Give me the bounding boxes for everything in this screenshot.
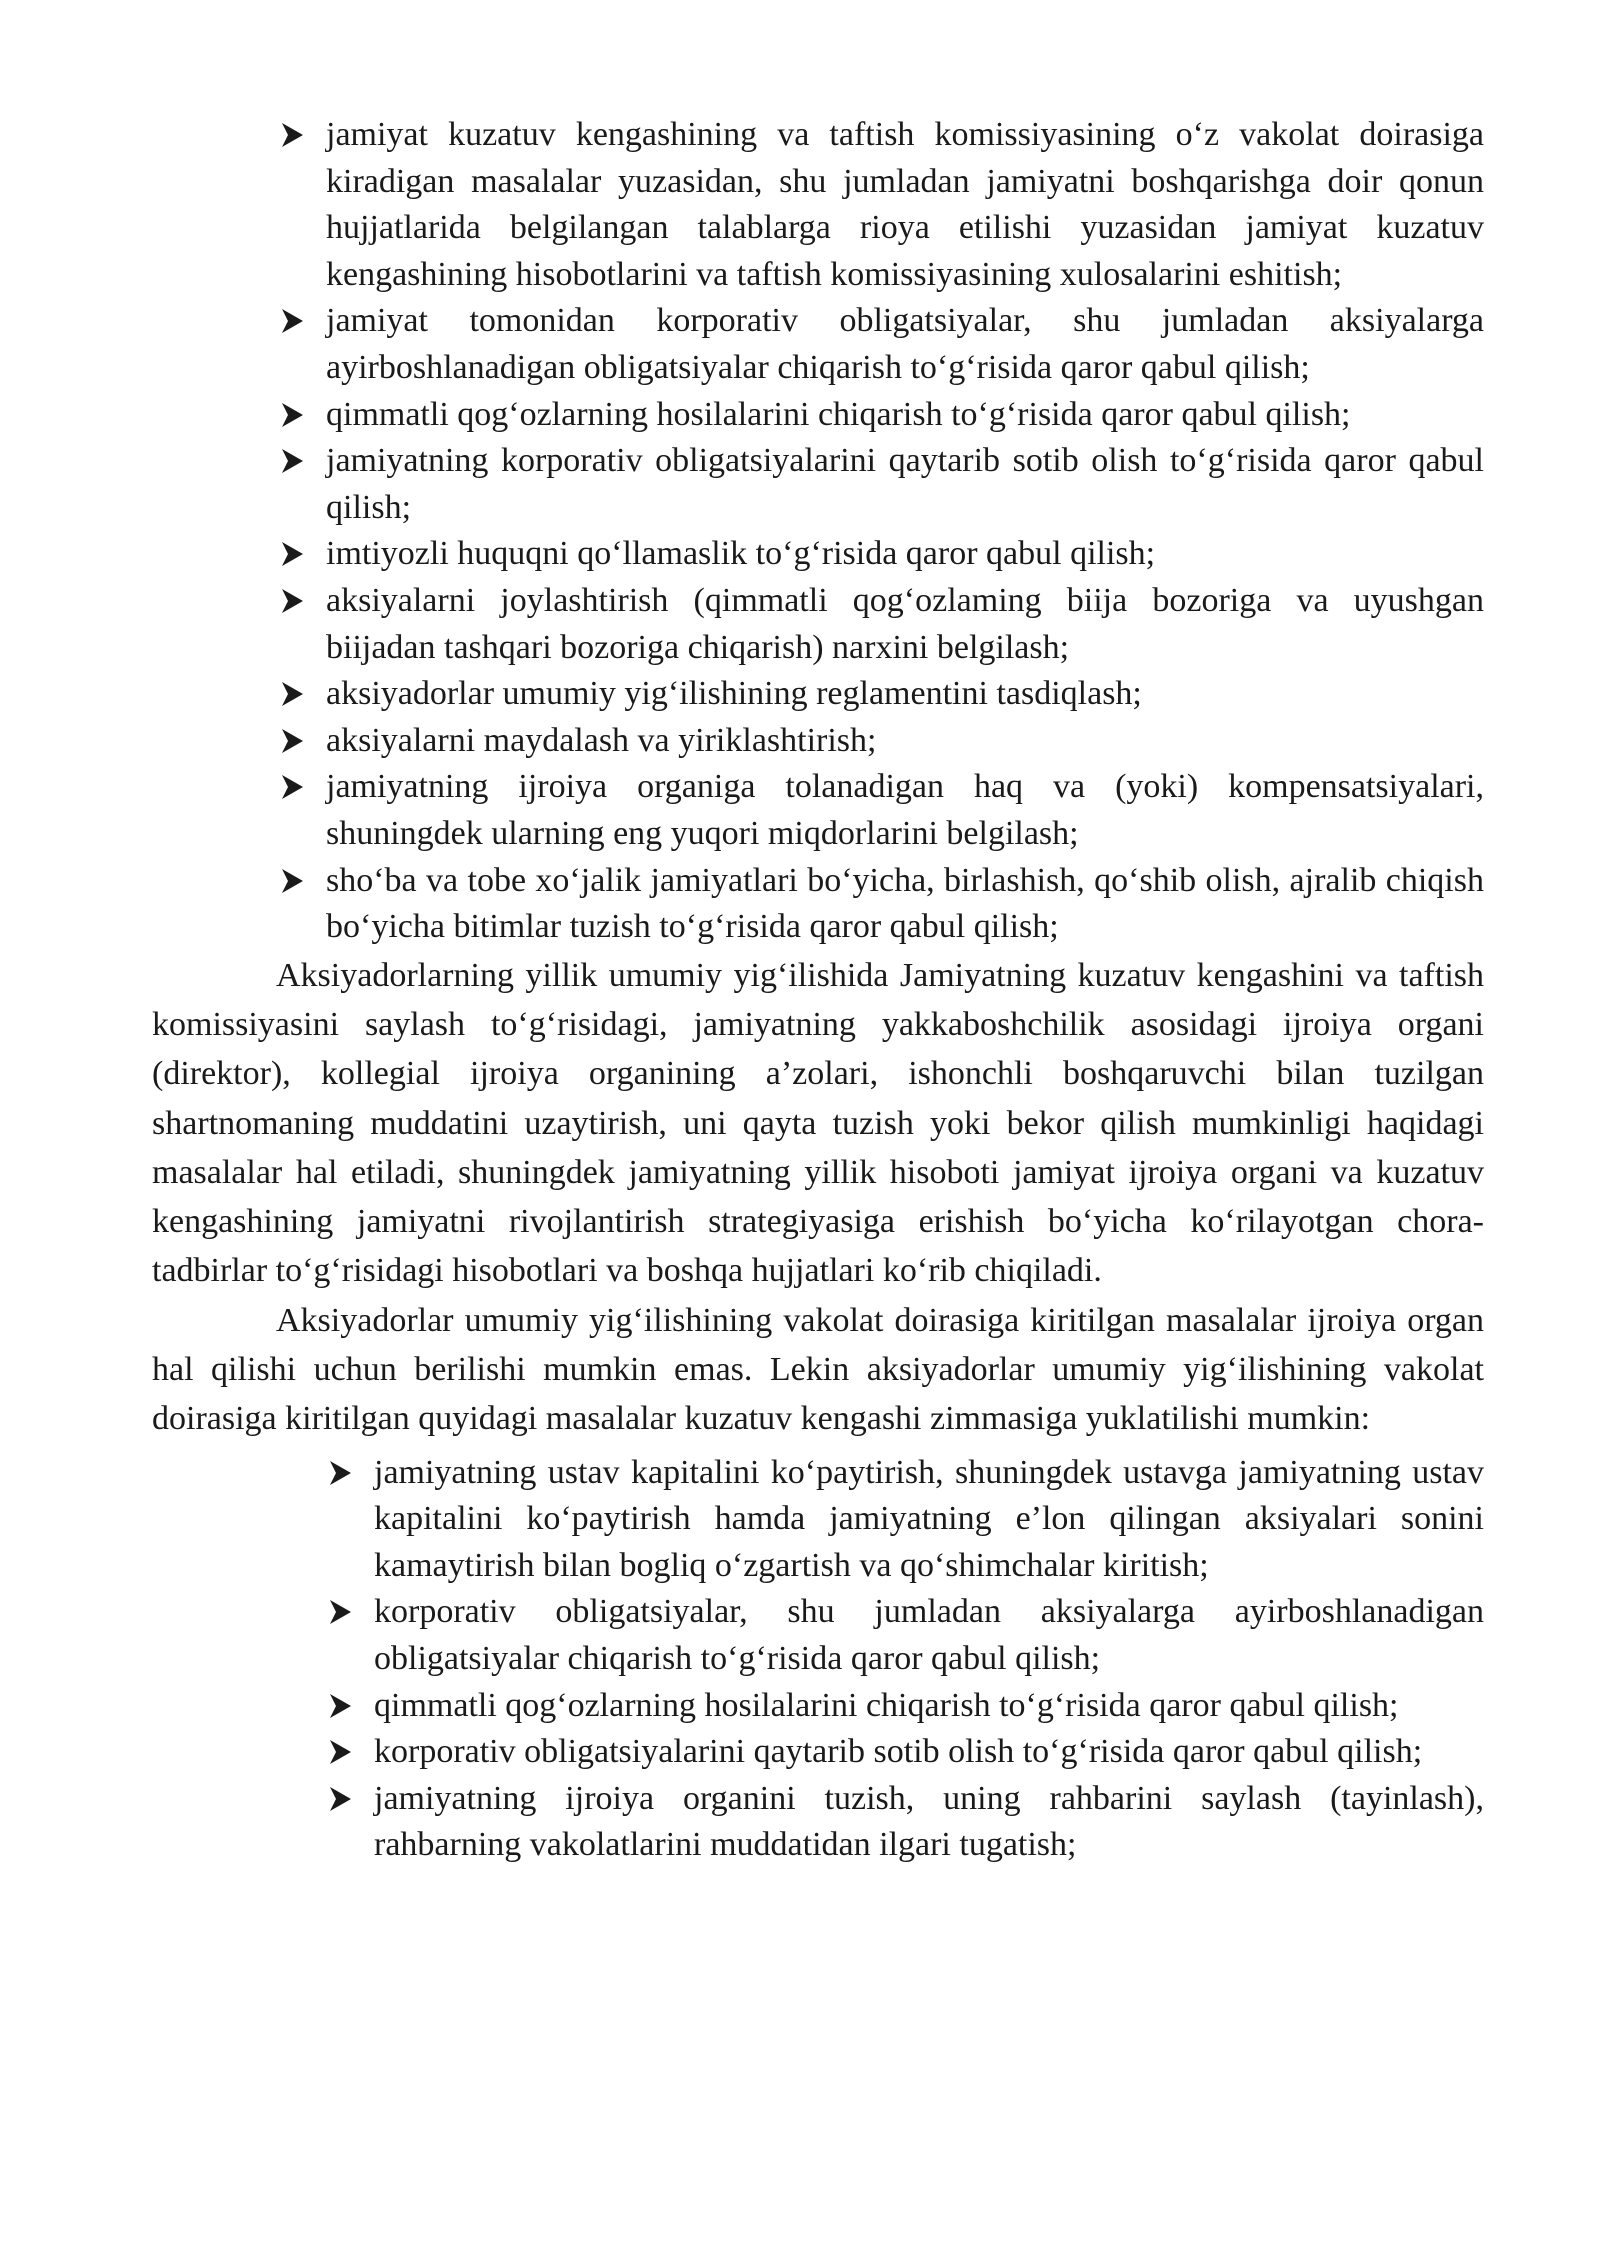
list-item-text: korporativ obligatsiyalar, shu jumladan aksiyalarga ayirboshlanadigan obligatsiyalar chiqarish toʻgʻrisida qaror qabul qilish; bbox=[374, 1593, 1484, 1678]
paragraph-delegation: Aksiyadorlar umumiy yigʻilishining vakolat doirasiga kiritilgan masalalar ijroiya organ hal qilishi uchun berilishi mumkin emas. Lekin aksiyadorlar umumiy yigʻilishining vakolat doirasiga kiritilgan quyidagi masalalar kuzatuv kengashi zimmasiga yuklatilishi mumkin: bbox=[152, 1301, 1484, 1438]
list-item bbox=[326, 1450, 1484, 1590]
list-item bbox=[278, 392, 1484, 439]
list-item-text: jamiyatning ijroiya organini tuzish, uning rahbarini saylash (tayinlash), rahbarning vakolatlarini muddatidan ilgari tugatish; bbox=[374, 1779, 1484, 1864]
arrowhead-bullet-icon bbox=[278, 112, 312, 158]
list-item bbox=[278, 764, 1484, 857]
list-item bbox=[326, 1589, 1484, 1682]
bullet-list-supervisory-board-powers bbox=[326, 1450, 1484, 1869]
list-item bbox=[278, 578, 1484, 671]
list-item-text: qimmatli qogʻozlarning hosilalarini chiqarish toʻgʻrisida qaror qabul qilish; bbox=[374, 1686, 1399, 1724]
list-item bbox=[278, 112, 1484, 298]
arrowhead-bullet-icon bbox=[326, 1450, 360, 1496]
arrowhead-bullet-icon bbox=[278, 531, 312, 577]
list-item-text: jamiyat tomonidan korporativ obligatsiyalar, shu jumladan aksiyalarga ayirboshlanadigan obligatsiyalar chiqarish toʻgʻrisida qaror qabul qilish; bbox=[326, 302, 1484, 386]
list-item-text: jamiyat kuzatuv kengashining va taftish komissiyasining oʻz vakolat doirasiga kiradigan masalalar yuzasidan, shu jumladan jamiyatni boshqarishga doir qonun hujjatlarida belgilangan talablarga rioya etilishi yuzasidan jamiyat kuzatuv kengashining hisobotlarini va taftish komissiyasining xulosalarini eshitish; bbox=[326, 116, 1484, 293]
arrowhead-bullet-icon bbox=[326, 1589, 360, 1635]
list-item bbox=[278, 438, 1484, 531]
list-item bbox=[278, 298, 1484, 391]
arrowhead-bullet-icon bbox=[326, 1776, 360, 1822]
list-item bbox=[326, 1683, 1484, 1730]
list-item bbox=[326, 1776, 1484, 1869]
list-item-text: jamiyatning ustav kapitalini koʻpaytirish, shuningdek ustavga jamiyatning ustav kapitalini koʻpaytirish hamda jamiyatning e’lon qilingan aksiyalari sonini kamaytirish bilan bogliq oʻzgartish va qoʻshimchalar kiritish; bbox=[374, 1453, 1484, 1584]
arrowhead-bullet-icon bbox=[278, 438, 312, 484]
list-item bbox=[278, 858, 1484, 951]
paragraph-annual-meeting: Aksiyadorlarning yillik umumiy yigʻilishida Jamiyatning kuzatuv kengashini va taftish komissiyasini saylash toʻgʻrisidagi, jamiyatning yakkaboshchilik asosidagi ijroiya organi (direktor), kollegial ijroiya organining a’zolari, ishonchli boshqaruvchi bilan tuzilgan shartnomaning muddatini uzaytirish, uni qayta tuzish yoki bekor qilish mumkinligi haqidagi masalalar hal etiladi, shuningdek jamiyatning yillik hisoboti jamiyat ijroiya organi va kuzatuv kengashining jamiyatni rivojlantirish strategiyasiga erishish boʻyicha koʻrilayotgan chora-tadbirlar toʻgʻrisidagi hisobotlari va boshqa hujjatlari koʻrib chiqiladi. bbox=[152, 956, 1484, 1290]
arrowhead-bullet-icon bbox=[278, 764, 312, 810]
arrowhead-bullet-icon bbox=[278, 858, 312, 904]
list-item bbox=[326, 1729, 1484, 1776]
arrowhead-bullet-icon bbox=[278, 718, 312, 764]
list-item-text: shoʻba va tobe xoʻjalik jamiyatlari boʻyicha, birlashish, qoʻshib olish, ajralib chiqish boʻyicha bitimlar tuzish toʻgʻrisida qaror qabul qilish; bbox=[326, 861, 1484, 946]
list-item-text: aksiyalarni maydalash va yiriklashtirish; bbox=[326, 721, 877, 759]
list-item-text: imtiyozli huquqni qoʻllamaslik toʻgʻrisida qaror qabul qilish; bbox=[326, 535, 1156, 573]
list-item-text: korporativ obligatsiyalarini qaytarib sotib olish toʻgʻrisida qaror qabul qilish; bbox=[374, 1733, 1423, 1771]
list-item-text: aksiyalarni joylashtirish (qimmatli qogʻozlaming biija bozoriga va uyushgan biijadan tashqari bozoriga chiqarish) narxini belgilash; bbox=[326, 581, 1484, 666]
list-item-text: jamiyatning ijroiya organiga tolanadigan haq va (yoki) kompensatsiyalari, shuningdek ularning eng yuqori miqdorlarini belgilash; bbox=[326, 768, 1484, 852]
arrowhead-bullet-icon bbox=[278, 671, 312, 717]
arrowhead-bullet-icon bbox=[326, 1729, 360, 1775]
arrowhead-bullet-icon bbox=[326, 1683, 360, 1729]
bullet-list-general-meeting-powers bbox=[278, 112, 1484, 951]
document-body bbox=[152, 112, 1484, 1869]
list-item-text: qimmatli qogʻozlarning hosilalarini chiqarish toʻgʻrisida qaror qabul qilish; bbox=[326, 395, 1351, 433]
arrowhead-bullet-icon bbox=[278, 578, 312, 624]
list-item bbox=[278, 718, 1484, 765]
list-item bbox=[278, 531, 1484, 578]
list-item-text: aksiyadorlar umumiy yigʻilishining reglamentini tasdiqlash; bbox=[326, 675, 1142, 713]
arrowhead-bullet-icon bbox=[278, 392, 312, 438]
arrowhead-bullet-icon bbox=[278, 298, 312, 344]
list-item bbox=[278, 671, 1484, 718]
list-item-text: jamiyatning korporativ obligatsiyalarini qaytarib sotib olish toʻgʻrisida qaror qabul qilish; bbox=[326, 442, 1484, 526]
